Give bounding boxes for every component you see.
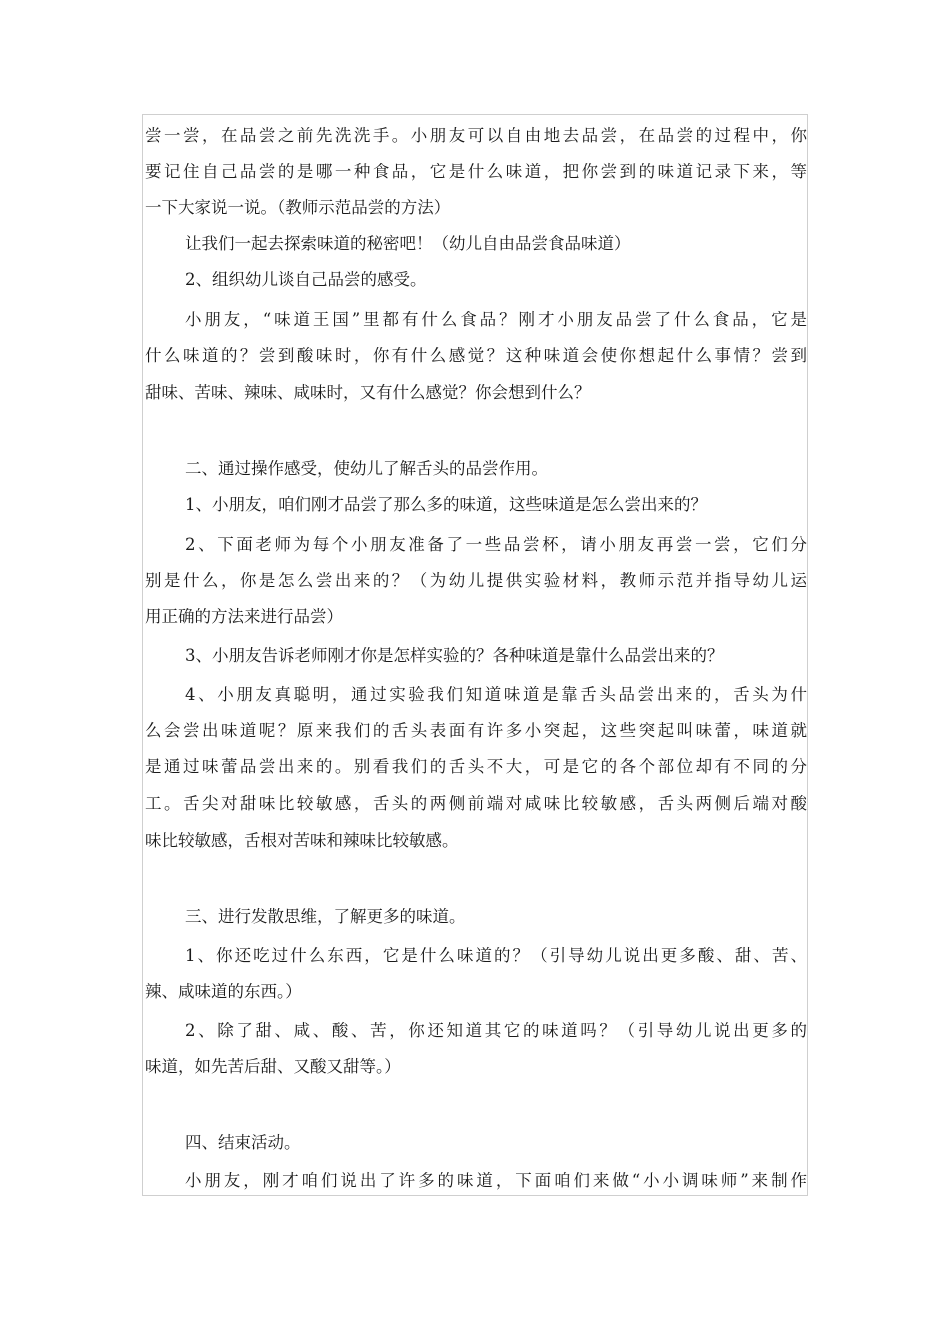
text-line: 么会尝出味道呢？原来我们的舌头表面有许多小突起，这些突起叫味蕾，味道就 — [145, 721, 807, 740]
text-line: 2、除了甜、咸、酸、苦，你还知道其它的味道吗？（引导幼儿说出更多的 — [185, 1021, 807, 1040]
text-line: 味比较敏感，舌根对苦味和辣味比较敏感。 — [145, 831, 459, 850]
text-line: 1、你还吃过什么东西，它是什么味道的？（引导幼儿说出更多酸、甜、苦、 — [185, 946, 807, 965]
text-line: 让我们一起去探索味道的秘密吧！（幼儿自由品尝食品味道） — [185, 234, 631, 253]
text-line: 1、小朋友，咱们刚才品尝了那么多的味道，这些味道是怎么尝出来的？ — [185, 495, 707, 514]
text-line: 一下大家说一说。（教师示范品尝的方法） — [145, 198, 451, 217]
text-line: 3、小朋友告诉老师刚才你是怎样实验的？各种味道是靠什么品尝出来的？ — [185, 646, 724, 665]
document-page-frame — [142, 114, 808, 1196]
text-line: 辣、咸味道的东西。） — [145, 982, 302, 1001]
text-line: 是通过味蕾品尝出来的。别看我们的舌头不大，可是它的各个部位却有不同的分 — [145, 757, 807, 776]
text-line: 甜味、苦味、辣味、咸味时，又有什么感觉？你会想到什么？ — [145, 383, 591, 402]
text-line: 用正确的方法来进行品尝） — [145, 607, 343, 626]
text-line: 2、组织幼儿谈自己品尝的感受。 — [185, 270, 427, 289]
section-heading: 四、结束活动。 — [185, 1133, 301, 1152]
section-heading: 三、进行发散思维，了解更多的味道。 — [185, 907, 466, 926]
text-line: 味道，如先苦后甜、又酸又甜等。） — [145, 1057, 401, 1076]
text-line: 2、下面老师为每个小朋友准备了一些品尝杯，请小朋友再尝一尝，它们分 — [185, 535, 807, 554]
text-line: 别是什么，你是怎么尝出来的？（为幼儿提供实验材料，教师示范并指导幼儿运 — [145, 571, 807, 590]
text-line: 小朋友，“味道王国”里都有什么食品？刚才小朋友品尝了什么食品，它是 — [185, 310, 807, 329]
text-line: 尝一尝，在品尝之前先洗洗手。小朋友可以自由地去品尝，在品尝的过程中，你 — [145, 126, 807, 145]
text-line: 要记住自己品尝的是哪一种食品，它是什么味道，把你尝到的味道记录下来，等 — [145, 162, 807, 181]
text-line: 4、小朋友真聪明，通过实验我们知道味道是靠舌头品尝出来的，舌头为什 — [185, 685, 807, 704]
section-heading: 二、通过操作感受，使幼儿了解舌头的品尝作用。 — [185, 459, 548, 478]
text-line: 什么味道的？尝到酸味时，你有什么感觉？这种味道会使你想起什么事情？尝到 — [145, 346, 807, 365]
text-line: 工。舌尖对甜味比较敏感，舌头的两侧前端对咸味比较敏感，舌头两侧后端对酸 — [145, 794, 807, 813]
text-line: 小朋友，刚才咱们说出了许多的味道，下面咱们来做“小小调味师”来制作 — [185, 1171, 807, 1190]
